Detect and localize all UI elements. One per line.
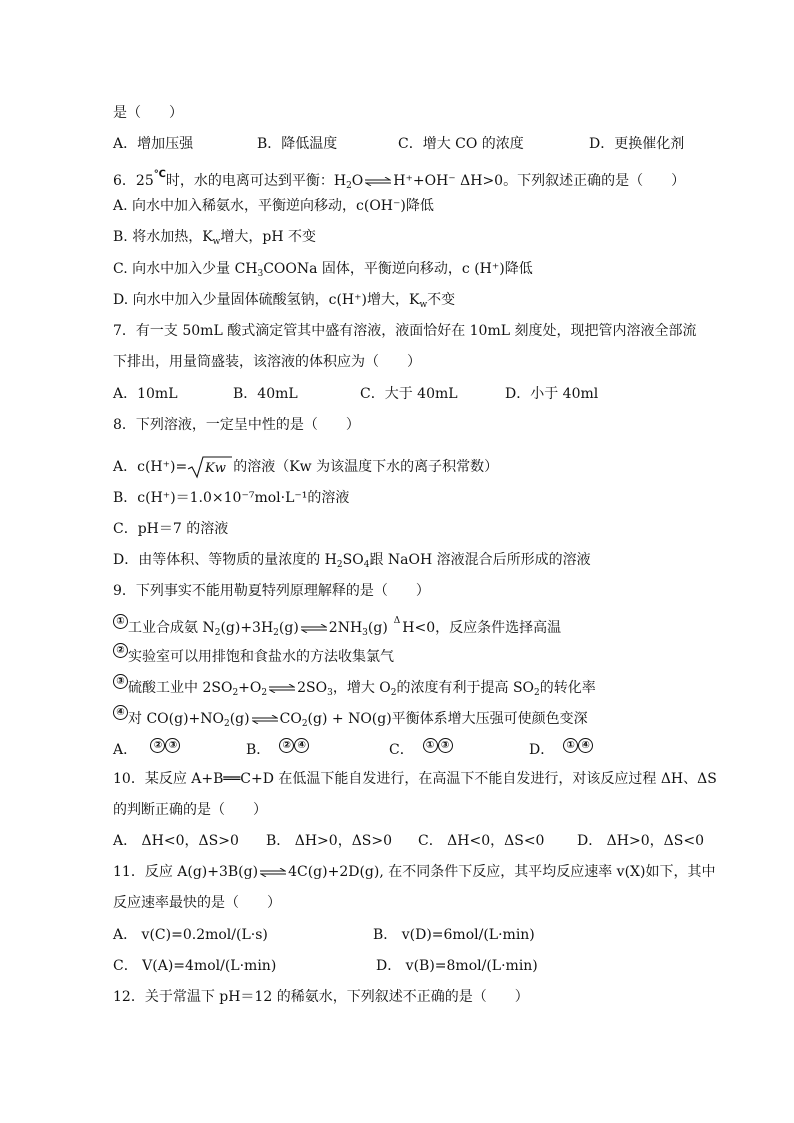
q8-stem: 8．下列溶液，一定呈中性的是（ ） (113, 417, 360, 433)
q8-option-d: D．由等体积、等物质的量浓度的 $H_2SO_4$跟 NaOH 溶液混合后所形成的溶液 (113, 552, 591, 570)
circled-four-icon: ④ (294, 738, 309, 753)
q7-stem-line2: 下排出，用量筒盛装，该溶液的体积应为（ ） (113, 354, 421, 370)
q9-option-d: D． ① ④ (529, 738, 593, 759)
circled-four-icon: ④ (113, 705, 128, 720)
circled-three-icon: ③ (438, 738, 453, 753)
q7-option-a: A．10mL (113, 386, 178, 402)
circled-three-icon: ③ (113, 674, 128, 689)
q8-option-a: A．c(H⁺)= Kw 的溶液（Kw 为该温度下水的离子积常数） (113, 455, 498, 479)
q9-option-a: A． ② ③ (113, 738, 180, 759)
q9-item-3: ③ 硫酸工业中 $2SO_2+O_2$ $2SO_3$，增大 $O_2$的浓度有利于提高 $SO_2$的转化率 (113, 674, 596, 697)
reversible-arrow-icon (260, 868, 286, 877)
q9-option-b: B． ② ④ (246, 738, 309, 759)
q5-option-d: D．更换催化剂 (589, 136, 685, 152)
reversible-arrow-icon (301, 624, 327, 633)
q12-stem: 12．关于常温下 pH＝12 的稀氨水，下列叙述不正确的是（ ） (113, 989, 529, 1005)
q11-stem-line2: 反应速率最快的是（ ） (113, 895, 281, 911)
sqrt-radicand: Kw (205, 461, 227, 476)
q5-option-a: A．增加压强 (113, 136, 194, 152)
q11-stem-line1: 11．反应 A(g)+3B(g) 4C(g)+2D(g), 在不同条件下反应，其平均反应速率 v(X)如下，其中 (113, 864, 716, 880)
q6-option-b: B. 将水加热，$K_w$增大，pH 不变 (113, 229, 316, 247)
q5-option-b: B．降低温度 (257, 136, 338, 152)
circled-one-icon: ① (423, 738, 438, 753)
reversible-arrow-icon (269, 684, 295, 693)
delta-symbol: Δ (393, 616, 401, 626)
q9-item-1: ① 工业合成氨 $N_2(g)+3H_2(g)$ $2NH_3(g)$ $^\Delta$ H<0，反应条件选择高温 (113, 612, 561, 637)
q11-option-d: D． v(B)=8mol/(L·min) (376, 958, 538, 974)
square-root-icon (187, 455, 233, 479)
q6-option-a: A. 向水中加入稀氨水，平衡逆向移动，c(OH⁻)降低 (113, 198, 434, 214)
circled-three-icon: ③ (165, 738, 180, 753)
q5-option-c: C．增大 CO 的浓度 (398, 136, 524, 152)
q11-option-b: B． v(D)=6mol/(L·min) (373, 927, 535, 943)
q10-stem-line2: 的判断正确的是（ ） (113, 802, 267, 818)
continuation-line: 是（ ） (113, 105, 183, 121)
q10-option-b: B． ΔH>0，ΔS>0 (266, 833, 393, 849)
q8-option-c: C．pH＝7 的溶液 (113, 521, 229, 537)
q6-option-c: C. 向水中加入少量 $CH_3COONa$ 固体，平衡逆向移动，c (H⁺)降低 (113, 261, 533, 279)
q7-option-c: C．大于 40mL (360, 386, 458, 402)
q9-option-c: C． ① ③ (389, 738, 453, 759)
q6-stem: 6．25℃时，水的电离可达到平衡：$H_2O$ H⁺+OH⁻ ΔH>0。下列叙述正确的是（ ） (113, 169, 686, 191)
q7-option-b: B．40mL (233, 386, 298, 402)
q9-item-4: ④ 对 $CO(g)+NO_2(g) CO_2(g) + NO(g)$平衡体系增大压强可使颜色变深 (113, 705, 588, 728)
degree-celsius-symbol: ℃ (153, 169, 166, 180)
q7-option-d: D．小于 40ml (505, 386, 599, 402)
circled-two-icon: ② (113, 643, 128, 658)
q7-stem-line1: 7．有一支 50mL 酸式滴定管其中盛有溶液，液面恰好在 10mL 刻度处，现把管内溶液全部流 (113, 323, 697, 339)
q10-option-d: D． ΔH>0，ΔS<0 (577, 833, 704, 849)
q11-option-a: A． v(C)=0.2mol/(L·s) (113, 927, 268, 943)
circled-two-icon: ② (279, 738, 294, 753)
circled-two-icon: ② (150, 738, 165, 753)
q10-stem-line1: 10．某反应 A+B══C+D 在低温下能自发进行，在高温下不能自发进行，对该反应过程 ΔH、ΔS (113, 771, 717, 787)
reversible-arrow-icon (365, 177, 391, 186)
q9-item-2: ② 实验室可以用排饱和食盐水的方法收集氯气 (113, 643, 394, 666)
q10-option-c: C． ΔH<0，ΔS<0 (418, 833, 545, 849)
q11-option-c: C． V(A)=4mol/(L·min) (113, 958, 277, 974)
q9-stem: 9．下列事实不能用勒夏特列原理解释的是（ ） (113, 583, 430, 599)
q8-option-b: B．c(H⁺)＝1.0×10⁻⁷mol·L⁻¹的溶液 (113, 490, 350, 506)
circled-four-icon: ④ (578, 738, 593, 753)
circled-one-icon: ① (113, 614, 128, 629)
q6-option-d: D. 向水中加入少量固体硫酸氢钠，c(H⁺)增大，$K_w$不变 (113, 292, 456, 310)
reversible-arrow-icon (252, 715, 278, 724)
circled-one-icon: ① (563, 738, 578, 753)
q10-option-a: A． ΔH<0，ΔS>0 (113, 833, 239, 849)
